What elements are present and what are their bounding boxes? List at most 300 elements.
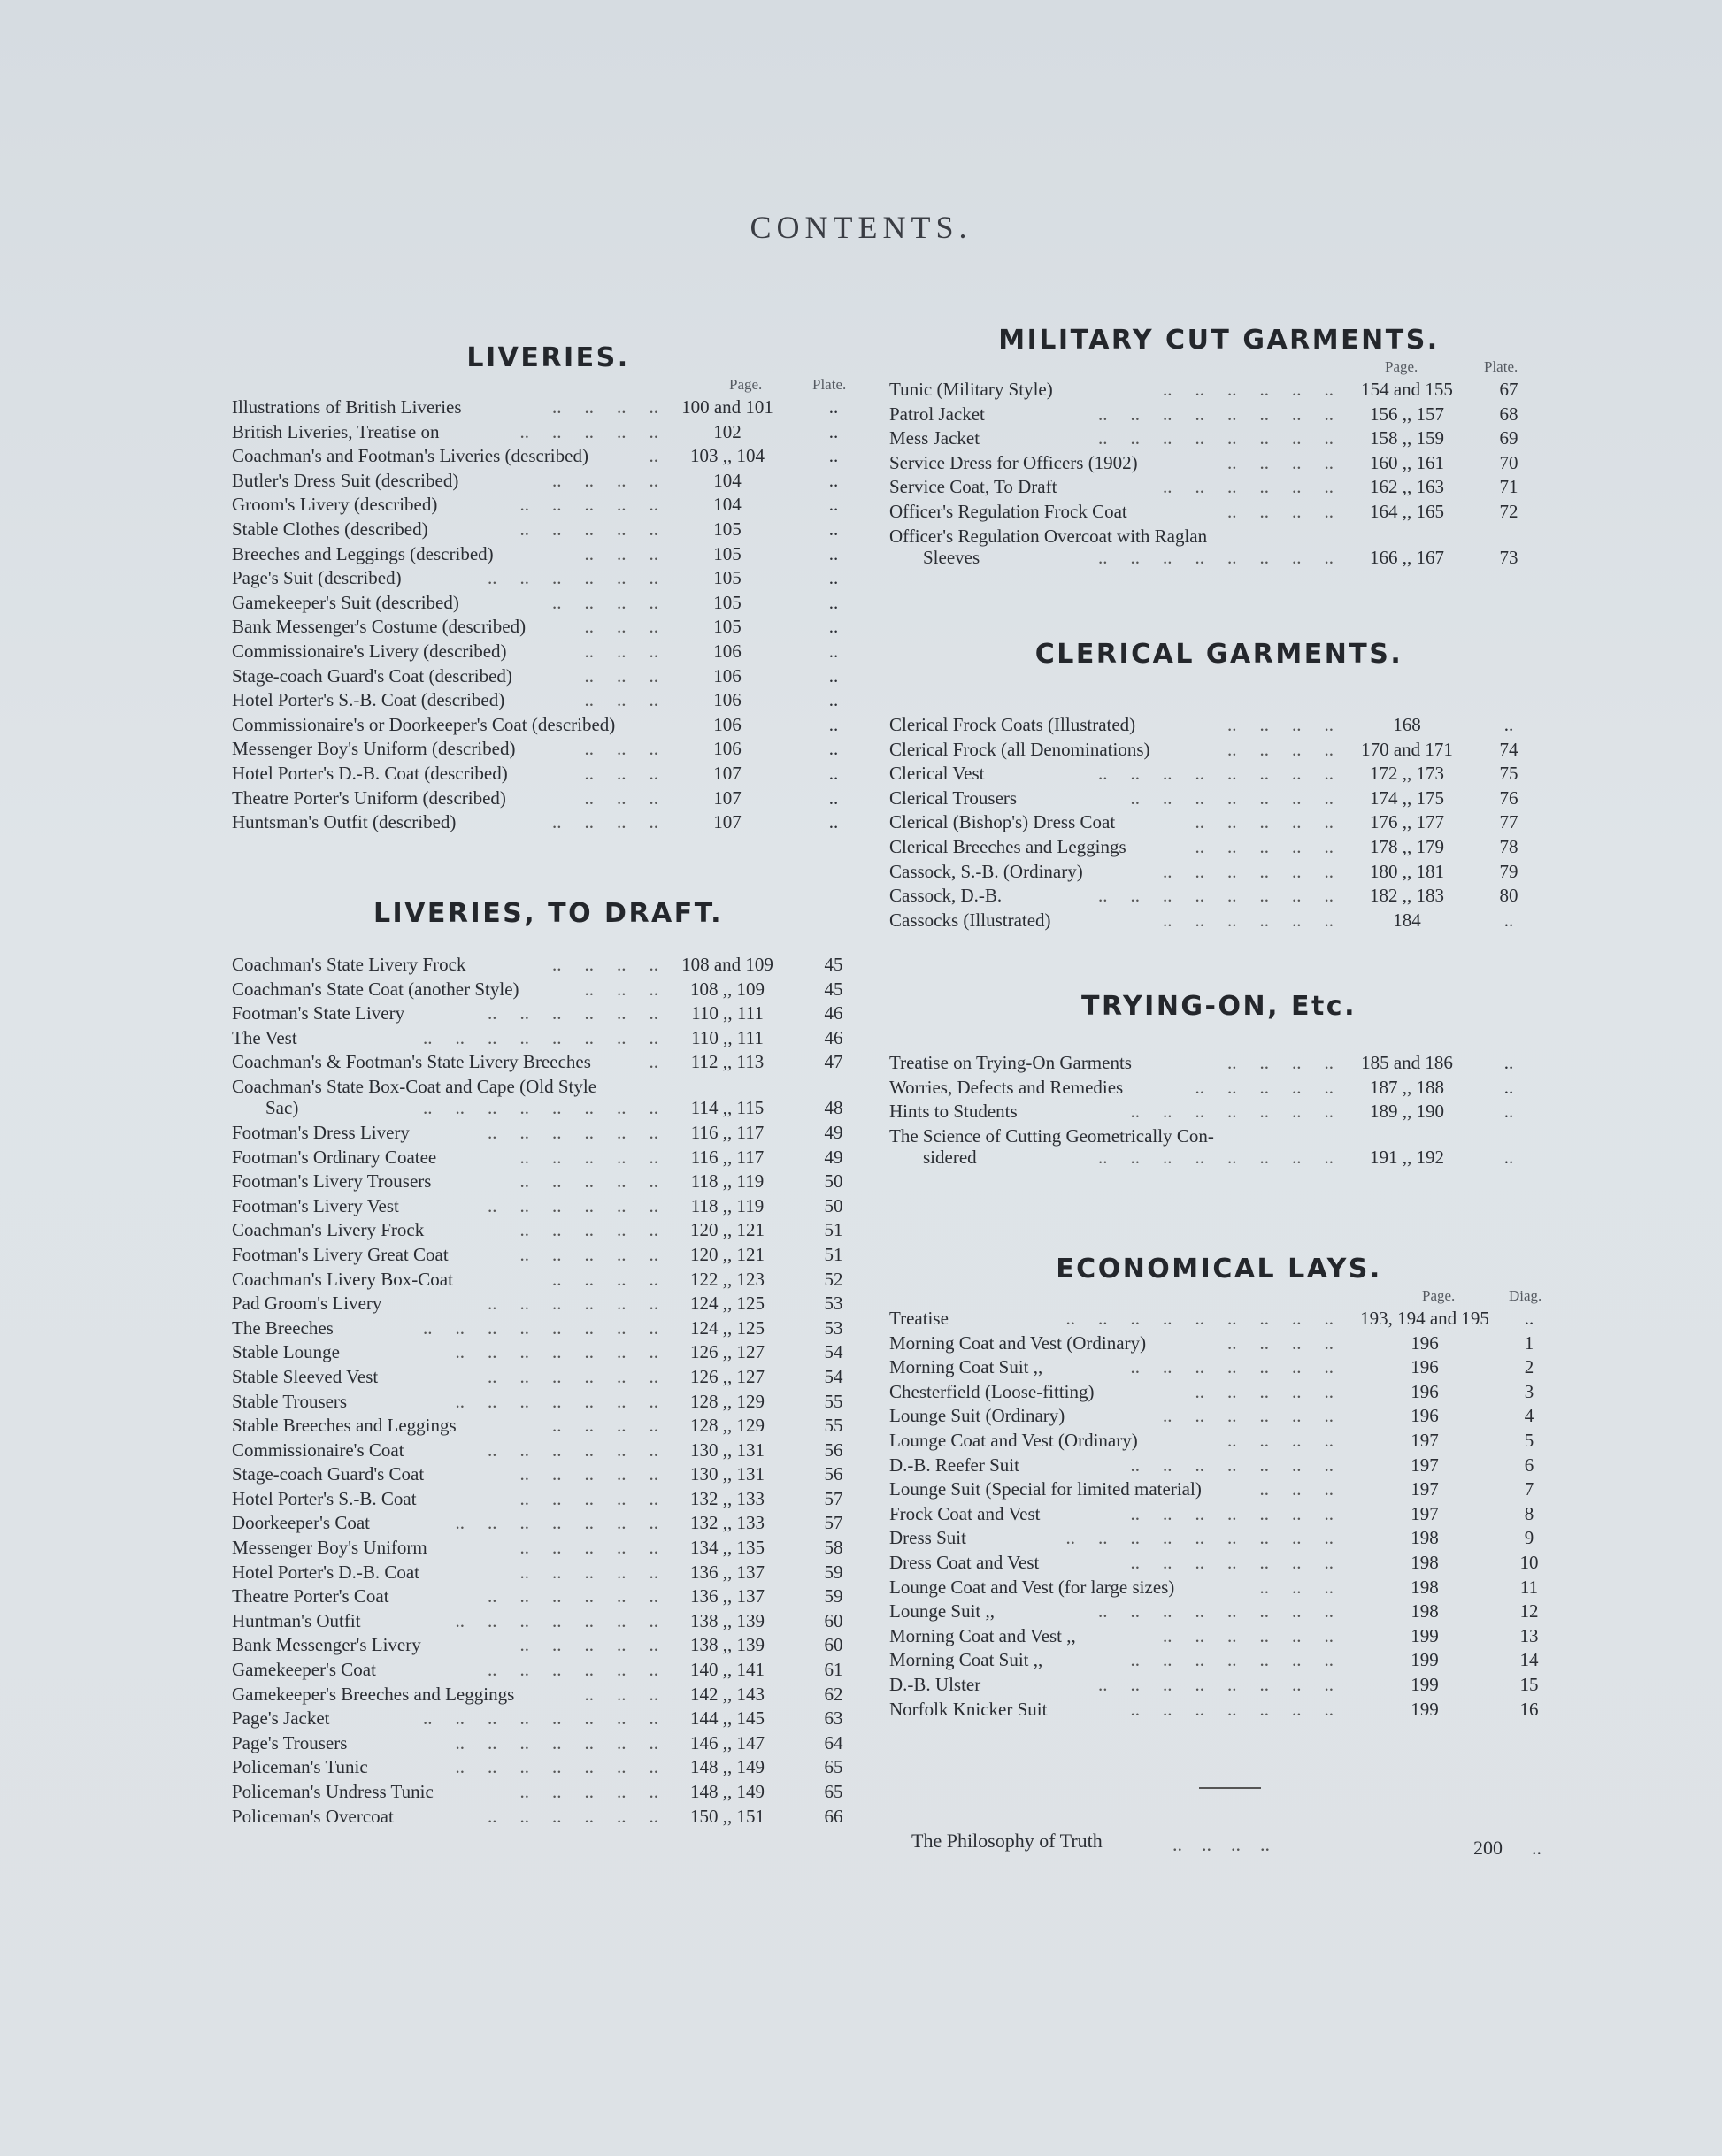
entry-title: Lounge Suit ,, xyxy=(889,1600,995,1623)
leader-dots: .. .. .. .. .. xyxy=(1195,1076,1334,1098)
entry-title: Service Coat, To Draft xyxy=(889,476,1057,498)
leader-dots: .. .. .. .. .. .. .. .. .. xyxy=(1065,1308,1334,1329)
entry-page: 199 xyxy=(1411,1698,1439,1720)
entry-plate: 53 xyxy=(824,1316,843,1339)
leader-dots: .. .. .. .. .. .. .. xyxy=(455,1512,658,1534)
entry-title: Clerical Frock (all Denominations) xyxy=(889,738,1150,760)
entry-title: Chesterfield (Loose-fitting) xyxy=(889,1380,1095,1402)
entry-page: 148 ,, 149 xyxy=(690,1781,765,1802)
entry-page: 168 xyxy=(1393,714,1421,735)
leader-dots: .. .. .. .. .. .. .. xyxy=(1130,786,1334,809)
entry-title: Commissionaire's Coat xyxy=(232,1439,404,1461)
entry-title: Huntsman's Outfit (described) xyxy=(232,811,457,833)
entry-page: 136 ,, 137 xyxy=(690,1585,765,1607)
entry-plate: 46 xyxy=(824,1002,843,1024)
entry-page: 156 ,, 157 xyxy=(1370,403,1444,425)
entry-page: 105 xyxy=(713,542,742,564)
entry-page: 198 xyxy=(1411,1527,1439,1549)
toc-entry xyxy=(889,1502,1549,1527)
entry-plate: 12 xyxy=(1519,1600,1539,1623)
entry-title: Gamekeeper's Coat xyxy=(232,1659,376,1681)
entry-plate: 45 xyxy=(824,978,843,1000)
entry-plate: 9 xyxy=(1524,1527,1534,1549)
entry-title: Page's Jacket xyxy=(232,1707,330,1730)
entry-plate: .. xyxy=(828,445,839,467)
leader-dots: .. .. .. .. .. xyxy=(519,1463,658,1485)
entry-plate: .. xyxy=(828,469,839,491)
toc-entry xyxy=(232,1026,865,1051)
entry-plate: 8 xyxy=(1524,1502,1534,1524)
entry-page: 108 and 109 xyxy=(681,954,773,975)
leader-dots: .. .. .. .. .. .. xyxy=(1163,1624,1334,1646)
entry-title: Service Dress for Officers (1902) xyxy=(889,451,1138,473)
entry-title: Hotel Porter's S.-B. Coat xyxy=(232,1487,417,1509)
leader-dots: .. .. .. xyxy=(584,640,658,662)
toc-entry xyxy=(889,1380,1549,1405)
entry-page: 144 ,, 145 xyxy=(690,1707,765,1730)
leader-dots: .. .. .. .. .. .. .. xyxy=(1130,1649,1334,1671)
toc-entry xyxy=(232,640,865,664)
entry-title: Messenger Boy's Uniform xyxy=(232,1537,427,1559)
entry-title: Coachman's Livery Frock xyxy=(232,1219,425,1241)
toc-entry xyxy=(232,1707,865,1731)
entry-plate: .. xyxy=(1503,909,1514,931)
toc-entry xyxy=(232,493,865,518)
entry-title: Commissionaire's Livery (described) xyxy=(232,640,507,662)
entry-page: 138 ,, 139 xyxy=(690,1634,765,1656)
leader-dots: .. .. .. xyxy=(1259,1478,1334,1500)
entry-page: 197 xyxy=(1411,1454,1439,1476)
entry-plate: 16 xyxy=(1519,1698,1539,1720)
entry-plate: .. xyxy=(828,591,839,613)
entry-title: Gamekeeper's Breeches and Leggings xyxy=(232,1683,515,1705)
entry-page: 164 ,, 165 xyxy=(1370,500,1444,522)
leader-dots: .. .. .. .. .. .. xyxy=(488,1121,658,1143)
entry-page: 150 ,, 151 xyxy=(690,1805,765,1827)
entry-plate: .. xyxy=(828,518,839,540)
toc-entry xyxy=(232,1414,865,1439)
toc-entry xyxy=(232,1805,865,1830)
entry-page: 107 xyxy=(713,762,742,784)
toc-entry xyxy=(232,1731,865,1756)
entry-title: Treatise on Trying-On Garments xyxy=(889,1052,1132,1073)
entry-page: 106 xyxy=(713,640,742,662)
entry-title: D.-B. Reefer Suit xyxy=(889,1454,1019,1476)
toc-entry xyxy=(889,1624,1549,1649)
entry-title: Officer's Regulation Frock Coat xyxy=(889,500,1127,522)
entry-title: Treatise xyxy=(889,1308,949,1329)
economical-list xyxy=(889,1307,1549,1722)
entry-plate: .. xyxy=(828,689,839,711)
toc-entry xyxy=(232,1365,865,1390)
entry-title-continued: Sac) xyxy=(265,1096,299,1118)
toc-entry xyxy=(232,713,865,738)
entry-plate: 50 xyxy=(824,1194,843,1216)
entry-plate: .. xyxy=(828,762,839,784)
entry-page: 128 ,, 129 xyxy=(690,1415,765,1437)
entry-page: 172 ,, 173 xyxy=(1370,763,1444,785)
entry-page: 107 xyxy=(713,786,742,809)
leader-dots: .. .. .. .. xyxy=(1227,738,1334,760)
toc-entry xyxy=(889,762,1549,786)
entry-page: 199 xyxy=(1411,1624,1439,1646)
page-column-header: Page. xyxy=(1422,1287,1456,1304)
entry-title: Stable Lounge xyxy=(232,1341,340,1363)
entry-title: Clerical Frock Coats (Illustrated) xyxy=(889,714,1136,735)
entry-page: 176 ,, 177 xyxy=(1370,811,1444,833)
entry-title: Footman's State Livery xyxy=(232,1002,405,1024)
footer-entry-page: 200 xyxy=(1473,1837,1503,1859)
entry-title: The Vest xyxy=(232,1026,297,1048)
entry-title: Footman's Livery Trousers xyxy=(232,1170,432,1193)
entry-plate: 70 xyxy=(1499,451,1518,473)
entry-title: Clerical (Bishop's) Dress Coat xyxy=(889,811,1116,833)
section-heading: MILITARY CUT GARMENTS. xyxy=(998,325,1440,356)
entry-page: 198 xyxy=(1411,1576,1439,1598)
entry-title: D.-B. Ulster xyxy=(889,1673,981,1695)
toc-entry xyxy=(889,1307,1549,1331)
entry-plate: 2 xyxy=(1524,1356,1534,1378)
entry-plate: .. xyxy=(1503,1146,1514,1168)
entry-plate: 77 xyxy=(1499,811,1518,833)
section-heading: CLERICAL GARMENTS. xyxy=(1034,639,1403,670)
entry-page: 197 xyxy=(1411,1478,1439,1500)
leader-dots: .. .. .. .. .. .. .. xyxy=(455,1756,658,1778)
leader-dots: .. .. .. .. .. .. xyxy=(488,1194,658,1216)
entry-title: Frock Coat and Vest xyxy=(889,1502,1041,1524)
entry-title: Stage-coach Guard's Coat xyxy=(232,1463,425,1485)
entry-title-continued: sidered xyxy=(923,1146,977,1168)
entry-page: 189 ,, 190 xyxy=(1370,1101,1444,1123)
entry-plate: 78 xyxy=(1499,835,1518,857)
entry-title: Commissionaire's or Doorkeeper's Coat (described) xyxy=(232,713,616,735)
entry-plate: 54 xyxy=(824,1365,843,1387)
toc-entry xyxy=(889,786,1549,811)
entry-title: Messenger Boy's Uniform (described) xyxy=(232,738,516,760)
entry-page: 105 xyxy=(713,616,742,638)
entry-plate: 64 xyxy=(824,1731,843,1753)
entry-plate: 11 xyxy=(1519,1576,1539,1598)
entry-page: 142 ,, 143 xyxy=(690,1683,765,1705)
toc-entry xyxy=(889,1100,1549,1124)
column-headers xyxy=(889,1287,1549,1307)
entry-title: Theatre Porter's Coat xyxy=(232,1585,389,1607)
liveries-to-draft-list xyxy=(232,953,865,1829)
entry-title: Footman's Dress Livery xyxy=(232,1121,410,1143)
entry-title: Worries, Defects and Remedies xyxy=(889,1076,1124,1098)
leader-dots: .. .. .. .. .. .. .. .. xyxy=(1098,1146,1334,1168)
leader-dots: .. .. .. xyxy=(584,664,658,687)
toc-entry xyxy=(889,1698,1549,1722)
entry-title: Mess Jacket xyxy=(889,427,980,449)
entry-page: 110 ,, 111 xyxy=(691,1026,764,1048)
page-column-header: Page. xyxy=(729,376,763,393)
entry-title: Lounge Suit (Special for limited material) xyxy=(889,1478,1202,1500)
entry-plate: 55 xyxy=(824,1390,843,1412)
entry-page: 130 ,, 131 xyxy=(690,1439,765,1461)
plate-column-header: Plate. xyxy=(812,376,847,393)
section-heading: TRYING-ON, Etc. xyxy=(1081,991,1357,1022)
toc-entry xyxy=(232,615,865,640)
entry-page: 198 xyxy=(1411,1600,1439,1623)
entry-plate: .. xyxy=(828,786,839,809)
leader-dots: .. .. .. .. .. .. .. xyxy=(1130,1356,1334,1378)
toc-entry xyxy=(889,451,1549,476)
entry-page: 114 ,, 115 xyxy=(690,1096,765,1118)
leader-dots: .. .. .. .. .. .. .. xyxy=(1130,1551,1334,1573)
entry-page: 170 and 171 xyxy=(1361,738,1453,760)
entry-title: Page's Suit (described) xyxy=(232,567,402,589)
entry-plate: 3 xyxy=(1524,1380,1534,1402)
entry-plate: .. xyxy=(1503,1101,1514,1123)
entry-title: Groom's Livery (described) xyxy=(232,494,438,516)
toc-entry xyxy=(232,953,865,978)
leader-dots: .. .. .. .. xyxy=(552,396,658,418)
entry-page: 198 xyxy=(1411,1551,1439,1573)
toc-entry xyxy=(232,688,865,713)
toc-entry xyxy=(232,1268,865,1293)
entry-page: 184 xyxy=(1393,909,1421,931)
entry-page: 187 ,, 188 xyxy=(1370,1076,1444,1098)
entry-page: 106 xyxy=(713,713,742,735)
toc-entry xyxy=(889,1454,1549,1478)
entry-plate: 56 xyxy=(824,1463,843,1485)
entry-title-continued: Sleeves xyxy=(923,546,980,568)
entry-page: 110 ,, 111 xyxy=(691,1002,764,1024)
divider xyxy=(1199,1787,1261,1789)
entry-page: 118 ,, 119 xyxy=(690,1170,765,1193)
entry-page: 196 xyxy=(1411,1331,1439,1354)
entry-plate: 61 xyxy=(824,1659,843,1681)
toc-entry xyxy=(889,1124,1549,1170)
toc-entry xyxy=(889,475,1549,500)
entry-title: Stable Sleeved Vest xyxy=(232,1365,379,1387)
military-section xyxy=(889,323,1549,571)
entry-page: 132 ,, 133 xyxy=(690,1512,765,1534)
section-heading: ECONOMICAL LAYS. xyxy=(1056,1254,1382,1285)
entry-page: 128 ,, 129 xyxy=(690,1390,765,1412)
entry-page: 174 ,, 175 xyxy=(1370,786,1444,809)
toc-entry xyxy=(889,713,1549,738)
entry-title: Morning Coat and Vest ,, xyxy=(889,1624,1076,1646)
entry-title: Gamekeeper's Suit (described) xyxy=(232,591,459,613)
leader-dots: .. .. .. .. .. .. .. .. xyxy=(423,1707,658,1730)
entry-page: 105 xyxy=(713,518,742,540)
entry-plate: 7 xyxy=(1524,1478,1534,1500)
toc-entry xyxy=(232,1487,865,1512)
leader-dots: .. .. .. xyxy=(584,978,658,1000)
leader-dots: .. .. .. .. xyxy=(1227,1331,1334,1354)
leader-dots: .. .. .. .. .. .. xyxy=(488,1365,658,1387)
entry-page: 196 xyxy=(1411,1405,1439,1427)
toc-entry xyxy=(889,909,1549,933)
entry-plate: 13 xyxy=(1519,1624,1539,1646)
entry-title: Clerical Vest xyxy=(889,763,985,785)
entry-plate: .. xyxy=(828,811,839,833)
leader-dots: .. .. .. .. .. xyxy=(1195,835,1334,857)
entry-plate: 71 xyxy=(1499,476,1518,498)
entry-page: 130 ,, 131 xyxy=(690,1463,765,1485)
entry-title: Policeman's Overcoat xyxy=(232,1805,394,1827)
economical-section xyxy=(889,1252,1549,1722)
liveries-section xyxy=(232,341,865,835)
toc-entry xyxy=(889,1355,1549,1380)
toc-entry xyxy=(889,860,1549,885)
entry-page: 160 ,, 161 xyxy=(1370,451,1444,473)
entry-title: Hotel Porter's D.-B. Coat (described) xyxy=(232,762,508,784)
toc-entry xyxy=(889,810,1549,835)
toc-entry xyxy=(232,1536,865,1561)
leader-dots: .. .. .. .. .. .. .. .. xyxy=(1098,1600,1334,1623)
entry-title: Officer's Regulation Overcoat with Raglan xyxy=(889,525,1208,547)
leader-dots: .. .. .. .. .. .. .. xyxy=(1130,1101,1334,1123)
entry-page: 197 xyxy=(1411,1429,1439,1451)
leader-dots: .. .. .. .. xyxy=(552,469,658,491)
diag-column-header: Diag. xyxy=(1509,1287,1542,1304)
leader-dots: .. .. .. xyxy=(1259,1576,1334,1598)
section-heading: LIVERIES, TO DRAFT. xyxy=(373,898,724,929)
entry-plate: 60 xyxy=(824,1609,843,1631)
toc-entry xyxy=(889,1076,1549,1101)
entry-plate: 55 xyxy=(824,1415,843,1437)
entry-title: Cassock, S.-B. (Ordinary) xyxy=(889,860,1083,882)
entry-plate: .. xyxy=(1503,1076,1514,1098)
leader-dots: .. .. .. .. .. .. .. .. xyxy=(1098,763,1334,785)
leader-dots: .. .. .. .. .. .. xyxy=(1163,379,1334,400)
page-title: CONTENTS. xyxy=(750,210,972,245)
toc-entry xyxy=(889,1576,1549,1600)
entry-page: 124 ,, 125 xyxy=(690,1293,765,1315)
leader-dots: .. .. .. .. .. .. .. .. xyxy=(1098,403,1334,425)
entry-title: Butler's Dress Suit (described) xyxy=(232,469,459,491)
entry-page: 106 xyxy=(713,664,742,687)
toc-entry xyxy=(232,1755,865,1780)
entry-page: 199 xyxy=(1411,1673,1439,1695)
entry-plate: 73 xyxy=(1499,546,1518,568)
leader-dots: .. .. .. xyxy=(584,1683,658,1705)
leader-dots: .. .. .. .. .. xyxy=(519,1634,658,1656)
toc-entry xyxy=(232,1609,865,1634)
leader-dots: .. xyxy=(649,1051,658,1073)
toc-entry xyxy=(232,469,865,494)
leader-dots: .. .. .. .. .. .. .. .. xyxy=(1098,427,1334,449)
toc-entry xyxy=(889,1600,1549,1624)
toc-entry xyxy=(232,1511,865,1536)
leader-dots: .. .. .. .. .. .. xyxy=(488,1002,658,1024)
leader-dots: .. .. .. .. xyxy=(552,1268,658,1290)
entry-page: 191 ,, 192 xyxy=(1370,1146,1444,1168)
leader-dots: .. .. .. .. .. xyxy=(519,1219,658,1241)
leader-dots: .. .. .. xyxy=(584,542,658,564)
plate-column-header: Plate. xyxy=(1484,358,1518,375)
entry-plate: 59 xyxy=(824,1561,843,1583)
leader-dots: .. .. .. .. .. xyxy=(519,1537,658,1559)
entry-title: Morning Coat Suit ,, xyxy=(889,1649,1043,1671)
entry-plate: .. xyxy=(1503,714,1514,735)
leader-dots: .. .. .. .. .. .. xyxy=(1163,476,1334,498)
toc-entry xyxy=(889,1477,1549,1502)
toc-entry xyxy=(889,738,1549,763)
toc-entry xyxy=(232,1561,865,1585)
toc-entry xyxy=(232,762,865,786)
trying-on-list xyxy=(889,1051,1549,1170)
page-column-header: Page. xyxy=(1385,358,1418,375)
entry-plate: 60 xyxy=(824,1634,843,1656)
entry-page: 166 ,, 167 xyxy=(1370,546,1444,568)
entry-plate: .. xyxy=(828,738,839,760)
toc-entry xyxy=(232,1170,865,1194)
toc-entry xyxy=(232,1390,865,1415)
toc-entry xyxy=(232,566,865,591)
entry-plate: 5 xyxy=(1524,1429,1534,1451)
leader-dots: .. .. .. .. .. .. .. xyxy=(455,1341,658,1363)
entry-page: 185 and 186 xyxy=(1361,1052,1453,1073)
leader-dots: .. .. .. .. xyxy=(1227,500,1334,522)
entry-page: 100 and 101 xyxy=(681,396,773,418)
toc-entry xyxy=(232,1316,865,1341)
entry-page: 124 ,, 125 xyxy=(690,1316,765,1339)
entry-plate: 67 xyxy=(1499,379,1518,400)
entry-page: 138 ,, 139 xyxy=(690,1609,765,1631)
entry-plate: 46 xyxy=(824,1026,843,1048)
entry-title: Hints to Students xyxy=(889,1101,1018,1123)
entry-page: 193, 194 and 195 xyxy=(1360,1308,1489,1329)
column-headers xyxy=(889,358,1549,378)
entry-plate: 62 xyxy=(824,1683,843,1705)
toc-entry xyxy=(889,1051,1549,1076)
entry-plate: 49 xyxy=(824,1121,843,1143)
toc-entry xyxy=(232,1584,865,1609)
leader-dots: .. .. .. .. .. xyxy=(519,1243,658,1265)
entry-title: Theatre Porter's Uniform (described) xyxy=(232,786,506,809)
leader-dots: .. .. .. .. xyxy=(1227,714,1334,735)
entry-page: 105 xyxy=(713,567,742,589)
entry-plate: 10 xyxy=(1519,1551,1539,1573)
toc-entry xyxy=(232,786,865,811)
toc-entry xyxy=(232,1780,865,1805)
leader-dots: .. .. .. .. .. .. .. .. xyxy=(1098,546,1334,568)
military-list xyxy=(889,378,1549,571)
entry-title: Coachman's & Footman's State Livery Breeches xyxy=(232,1051,591,1073)
entry-title: Hotel Porter's S.-B. Coat (described) xyxy=(232,689,505,711)
leader-dots: .. .. .. .. .. xyxy=(1195,1380,1334,1402)
leader-dots: .. .. .. xyxy=(584,616,658,638)
leader-dots: .. .. .. .. .. xyxy=(519,518,658,540)
toc-entry xyxy=(232,1050,865,1075)
entry-plate: 63 xyxy=(824,1707,843,1730)
entry-page: 126 ,, 127 xyxy=(690,1365,765,1387)
entry-page: 104 xyxy=(713,469,742,491)
leader-dots: .. xyxy=(649,445,658,467)
toc-entry xyxy=(232,810,865,835)
leader-dots: .. .. .. .. .. xyxy=(519,420,658,442)
leader-dots: .. .. .. .. .. xyxy=(519,494,658,516)
entry-plate: 51 xyxy=(824,1219,843,1241)
toc-entry xyxy=(889,1673,1549,1698)
entry-page: 196 xyxy=(1411,1380,1439,1402)
entry-page: 104 xyxy=(713,494,742,516)
leader-dots: .. .. .. .. .. xyxy=(519,1146,658,1168)
leader-dots: .. .. .. .. xyxy=(1227,1052,1334,1073)
entry-title: Coachman's Livery Box-Coat xyxy=(232,1268,453,1290)
entry-title: British Liveries, Treatise on xyxy=(232,420,440,442)
leader-dots: .. .. .. .. .. .. .. .. xyxy=(423,1096,658,1118)
leader-dots: .. .. .. .. .. .. xyxy=(488,1293,658,1315)
toc-entry xyxy=(232,1194,865,1219)
toc-entry xyxy=(232,978,865,1002)
toc-entry xyxy=(232,1683,865,1707)
leader-dots: .. .. .. .. xyxy=(1227,1429,1334,1451)
